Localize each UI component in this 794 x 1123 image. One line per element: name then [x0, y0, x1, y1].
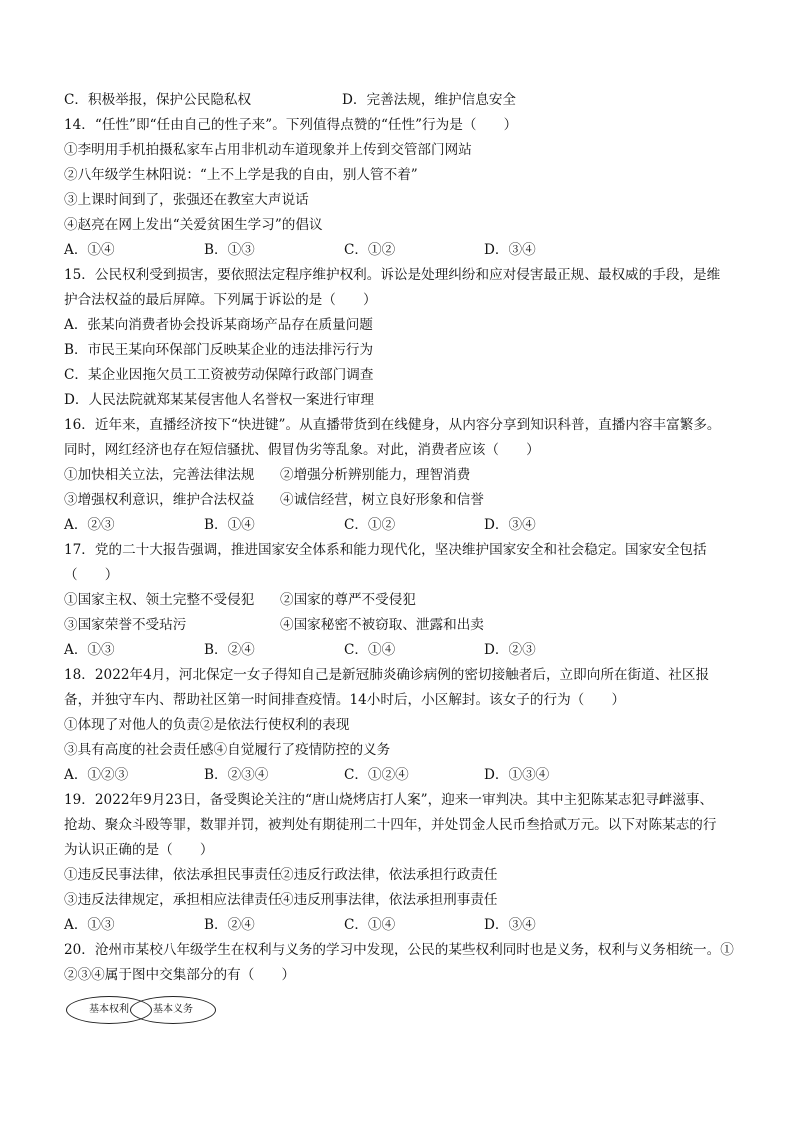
- q17-choice-c: C．①④: [344, 642, 396, 658]
- venn-left-ellipse: 基本权利: [66, 996, 152, 1024]
- q17-choice-b: B．②④: [204, 642, 255, 658]
- q19-choice-b: B．②④: [204, 917, 255, 933]
- q18-items-34: ③具有高度的社会责任感④自觉履行了疫情防控的义务: [64, 742, 391, 758]
- q15-choice-b: B．市民王某向环保部门反映某企业的违法排污行为: [64, 342, 374, 358]
- q19-items-12: [64, 863, 754, 888]
- q17-item-2: ②国家的尊严不受侵犯: [280, 592, 416, 608]
- q17-item-4: ④国家秘密不被窃取、泄露和出卖: [280, 617, 484, 633]
- q13-option-d: D．完善法规，维护信息安全: [342, 92, 517, 108]
- q16-item-2: ②增强分析辨别能力，理智消费: [280, 467, 471, 483]
- exam-page: [64, 88, 754, 1028]
- q20-stem-line-2: ②③④属于图中交集部分的有（ ）: [64, 967, 296, 983]
- q16-choice-d: D．③④: [484, 517, 536, 533]
- q16-stem-line-2: 同时，网红经济也存在短信骚扰、假冒伪劣等乱象。对此，消费者应该（ ）: [64, 442, 540, 458]
- q17-item-1: ①国家主权、领土完整不受侵犯: [64, 592, 255, 608]
- q19-stem-line-3: 为认识正确的是（ ）: [64, 842, 214, 858]
- q17-choices: [64, 638, 754, 663]
- q15-choice-a: A．张某向消费者协会投诉某商场产品存在质量问题: [64, 317, 373, 333]
- q17-stem-line-1: 17．党的二十大报告强调，推进国家安全体系和能力现代化，坚决维护国家安全和社会稳定。国家安全包括: [64, 542, 707, 558]
- q15-choice-c: C．某企业因拖欠员工工资被劳动保障行政部门调查: [64, 367, 374, 383]
- q19-choice-c: C．①④: [344, 917, 396, 933]
- q18-items-12: ①体现了对他人的负责②是依法行使权利的表现: [64, 717, 350, 733]
- q17-choice-a: A．①③: [64, 642, 115, 658]
- venn-right-ellipse: 基本义务: [130, 996, 216, 1024]
- q16-stem-line-1: 16．近年来，直播经济按下“快进键”。从直播带货到在线健身，从内容分享到知识科普，直播内容丰富繁多。: [64, 417, 721, 433]
- q17-items-34: [64, 613, 754, 638]
- q16-choice-c: C．①②: [344, 517, 396, 533]
- q14-choices: [64, 238, 754, 263]
- venn-diagram: [64, 992, 754, 1028]
- q19-item-4: ④违反刑事法律，依法承担刑事责任: [280, 892, 498, 908]
- q16-item-3: ③增强权利意识，维护合法权益: [64, 492, 255, 508]
- q14-choice-a: A．①④: [64, 242, 115, 258]
- q18-choice-d: D．①③④: [484, 767, 550, 783]
- q15-stem-line-1: 15．公民权利受到损害，要依照法定程序维护权利。诉讼是处理纠纷和应对侵害最正规、最权威的手段，是维: [64, 267, 721, 283]
- q19-item-2: ②违反行政法律，依法承担行政责任: [280, 867, 498, 883]
- q15-stem-line-2: 护合法权益的最后屏障。下列属于诉讼的是（ ）: [64, 292, 377, 308]
- q16-items-34: [64, 488, 754, 513]
- q19-choices: [64, 913, 754, 938]
- q18-stem-line-1: 18．2022年4月，河北保定一女子得知自己是新冠肺炎确诊病例的密切接触者后，立即向所在街道、社区报: [64, 667, 710, 683]
- q14-item-3: ③上课时间到了，张强还在教室大声说话: [64, 192, 309, 208]
- q14-item-1: ①李明用手机拍摄私家车占用非机动车道现象并上传到交管部门网站: [64, 142, 472, 158]
- q16-item-1: ①加快相关立法，完善法律法规: [64, 467, 255, 483]
- q16-choice-a: A．②③: [64, 517, 115, 533]
- q18-stem-line-2: 备，并独守车内、帮助社区第一时间排查疫情。14小时后，小区解封。该女子的行为（ ）: [64, 692, 626, 708]
- q19-choice-a: A．①③: [64, 917, 115, 933]
- q18-choice-c: C．①②④: [344, 767, 409, 783]
- q14-choice-d: D．③④: [484, 242, 536, 258]
- q18-choice-b: B．②③④: [204, 767, 269, 783]
- q19-item-1: ①违反民事法律，依法承担民事责任: [64, 867, 282, 883]
- q17-stem-line-2: （ ）: [64, 567, 119, 583]
- q14-item-4: ④赵亮在网上发出“关爱贫困生学习”的倡议: [64, 217, 323, 233]
- q19-item-3: ③违反法律规定，承担相应法律责任: [64, 892, 282, 908]
- q19-stem-line-2: 抢劫、聚众斗殴等罪，数罪并罚，被判处有期徒刑二十四年，并处罚金人民币叁拾贰万元。以下对陈某志的行: [64, 817, 717, 833]
- q16-item-4: ④诚信经营，树立良好形象和信誉: [280, 492, 484, 508]
- q18-choices: [64, 763, 754, 788]
- q18-choice-a: A．①②③: [64, 767, 129, 783]
- q13-options-cd: [64, 88, 754, 113]
- q20-stem-line-1: 20．沧州市某校八年级学生在权利与义务的学习中发现，公民的某些权利同时也是义务，权利与义务相统一。①: [64, 942, 734, 958]
- q14-choice-c: C．①②: [344, 242, 396, 258]
- q17-item-3: ③国家荣誉不受玷污: [64, 617, 187, 633]
- q17-choice-d: D．②③: [484, 642, 536, 658]
- q13-option-c: C．积极举报，保护公民隐私权: [64, 92, 252, 108]
- q16-choice-b: B．①④: [204, 517, 255, 533]
- q19-choice-d: D．③④: [484, 917, 536, 933]
- q14-stem: 14．“任性”即“任由自己的性子来”。下列值得点赞的“任性”行为是（ ）: [64, 117, 518, 133]
- q17-items-12: [64, 588, 754, 613]
- q15-choice-d: D．人民法院就郑某某侵害他人名誉权一案进行审理: [64, 392, 374, 408]
- q14-choice-b: B．①③: [204, 242, 255, 258]
- q19-stem-line-1: 19．2022年9月23日，备受舆论关注的“唐山烧烤店打人案”，迎来一审判决。其中主犯陈某志犯寻衅滋事、: [64, 792, 714, 808]
- q16-choices: [64, 513, 754, 538]
- q19-items-34: [64, 888, 754, 913]
- q14-item-2: ②八年级学生林阳说：“上不上学是我的自由，别人管不着”: [64, 167, 418, 183]
- q16-items-12: [64, 463, 754, 488]
